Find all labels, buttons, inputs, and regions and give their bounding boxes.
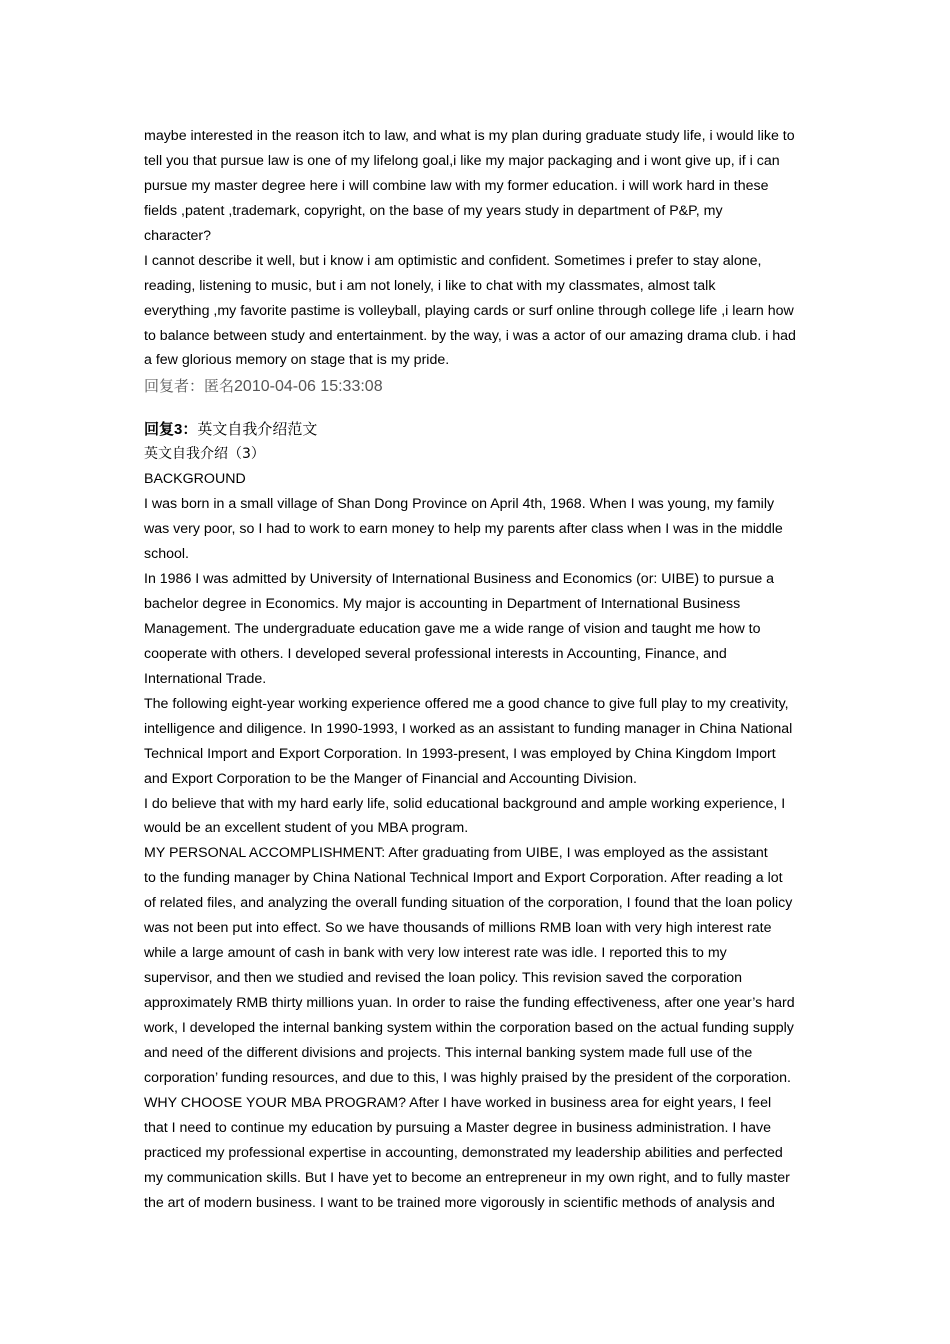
document-page [144,124,814,1215]
text-line: practiced my professional expertise in accounting, demonstrated my leadership abilities and perfected [144,1144,783,1161]
text-line: I do believe that with my hard early life, solid educational background and ample working experience, I [144,795,786,812]
text-line: tell you that pursue law is one of my lifelong goal,i like my major packaging and i wont give up, if i can [144,152,780,169]
text-line: everything ,my favorite pastime is volleyball, playing cards or surf online through college life ,i learn how [144,302,794,319]
text-line: to balance between study and entertainment. by the way, i was a actor of our amazing drama club. i had [144,327,796,344]
text-line: supervisor, and then we studied and revised the loan policy. This revision saved the corporation [144,970,743,987]
text-line: pursue my master degree here i will combine law with my former education. i will work hard in these [144,177,769,194]
section-title: BACKGROUND [144,471,246,488]
text-line: a few glorious memory on stage that is my pride. [144,352,450,369]
reply-subtitle: 英文自我介绍（3） [144,446,265,463]
text-line: school. [144,546,189,563]
text-line: fields ,patent ,trademark, copyright, on the base of my years study in department of P&P, my [144,202,723,219]
text-line: work, I developed the internal banking system within the corporation based on the actual funding supply [144,1019,794,1036]
reply-timestamp: 2010-04-06 15:33:08 [234,378,383,396]
text-line: while a large amount of cash in bank with very low interest rate was idle. I reported this to my [144,945,727,962]
text-line: was very poor, so I had to work to earn money to help my parents after class when I was in the middle [144,521,783,538]
text-line: MY PERSONAL ACCOMPLISHMENT: After graduating from UIBE, I was employed as the assistant [144,845,768,862]
text-line: WHY CHOOSE YOUR MBA PROGRAM? After I have worked in business area for eight years, I feel [144,1094,772,1111]
text-line: corporation’ funding resources, and due to this, I was highly praised by the president of the corporation. [144,1069,791,1086]
text-line: of related files, and analyzing the overall funding situation of the corporation, I found that the loan policy [144,895,793,912]
text-line: cooperate with others. I developed several professional interests in Accounting, Finance, and [144,645,727,662]
text-line: Technical Import and Export Corporation. In 1993-present, I was employed by China Kingdom Import [144,745,776,762]
text-line: intelligence and diligence. In 1990-1993, I worked as an assistant to funding manager in China National [144,720,793,737]
reply-meta [144,373,814,399]
intro-paragraph [144,124,814,373]
text-line: that I need to continue my education by pursuing a Master degree in business administration. I have [144,1119,771,1136]
text-line: International Trade. [144,670,267,687]
text-line: reading, listening to music, but i am not lonely, i like to chat with my classmates, almost talk [144,277,716,294]
text-line: my communication skills. But I have yet to become an entrepreneur in my own right, and to fully master [144,1169,790,1186]
text-line: maybe interested in the reason itch to law, and what is my plan during graduate study life, i would like to [144,128,795,144]
text-line: and Export Corporation to be the Manger of Financial and Accounting Division. [144,770,637,787]
reply-number-label: 回复3： [144,421,198,439]
text-line: Management. The undergraduate education gave me a wide range of vision and taught me how to [144,620,761,637]
reply-title: 英文自我介绍范文 [197,420,318,439]
text-line: character? [144,227,212,244]
text-line: In 1986 I was admitted by University of International Business and Economics (or: UIBE) to pursue a [144,571,775,588]
text-line: would be an excellent student of you MBA program. [144,820,469,837]
text-line: the art of modern business. I want to be trained more vigorously in scientific methods of analysis and [144,1194,775,1211]
text-line: to the funding manager by China National Technical Import and Export Corporation. After reading a lot [144,870,783,887]
text-line: approximately RMB thirty millions yuan. In order to raise the funding effectiveness, after one year’s hard [144,995,795,1011]
reply-heading [144,416,814,442]
text-line: was not been put into effect. So we have thousands of millions RMB loan with very high interest rate [144,920,772,937]
reply-body [144,467,814,1215]
text-line: bachelor degree in Economics. My major is accounting in Department of International Business [144,596,741,612]
text-line: The following eight-year working experience offered me a good chance to give full play to my creativity, [144,695,789,712]
section-gap [144,399,814,416]
text-line: I was born in a small village of Shan Dong Province on April 4th, 1968. When I was young, my family [144,496,775,513]
reply-author-label: 回复者：匿名 [144,377,235,396]
text-line: I cannot describe it well, but i know i am optimistic and confident. Sometimes i prefer to stay alone, [144,252,762,269]
text-line: and need of the different divisions and projects. This internal banking system made full use of the [144,1044,753,1061]
